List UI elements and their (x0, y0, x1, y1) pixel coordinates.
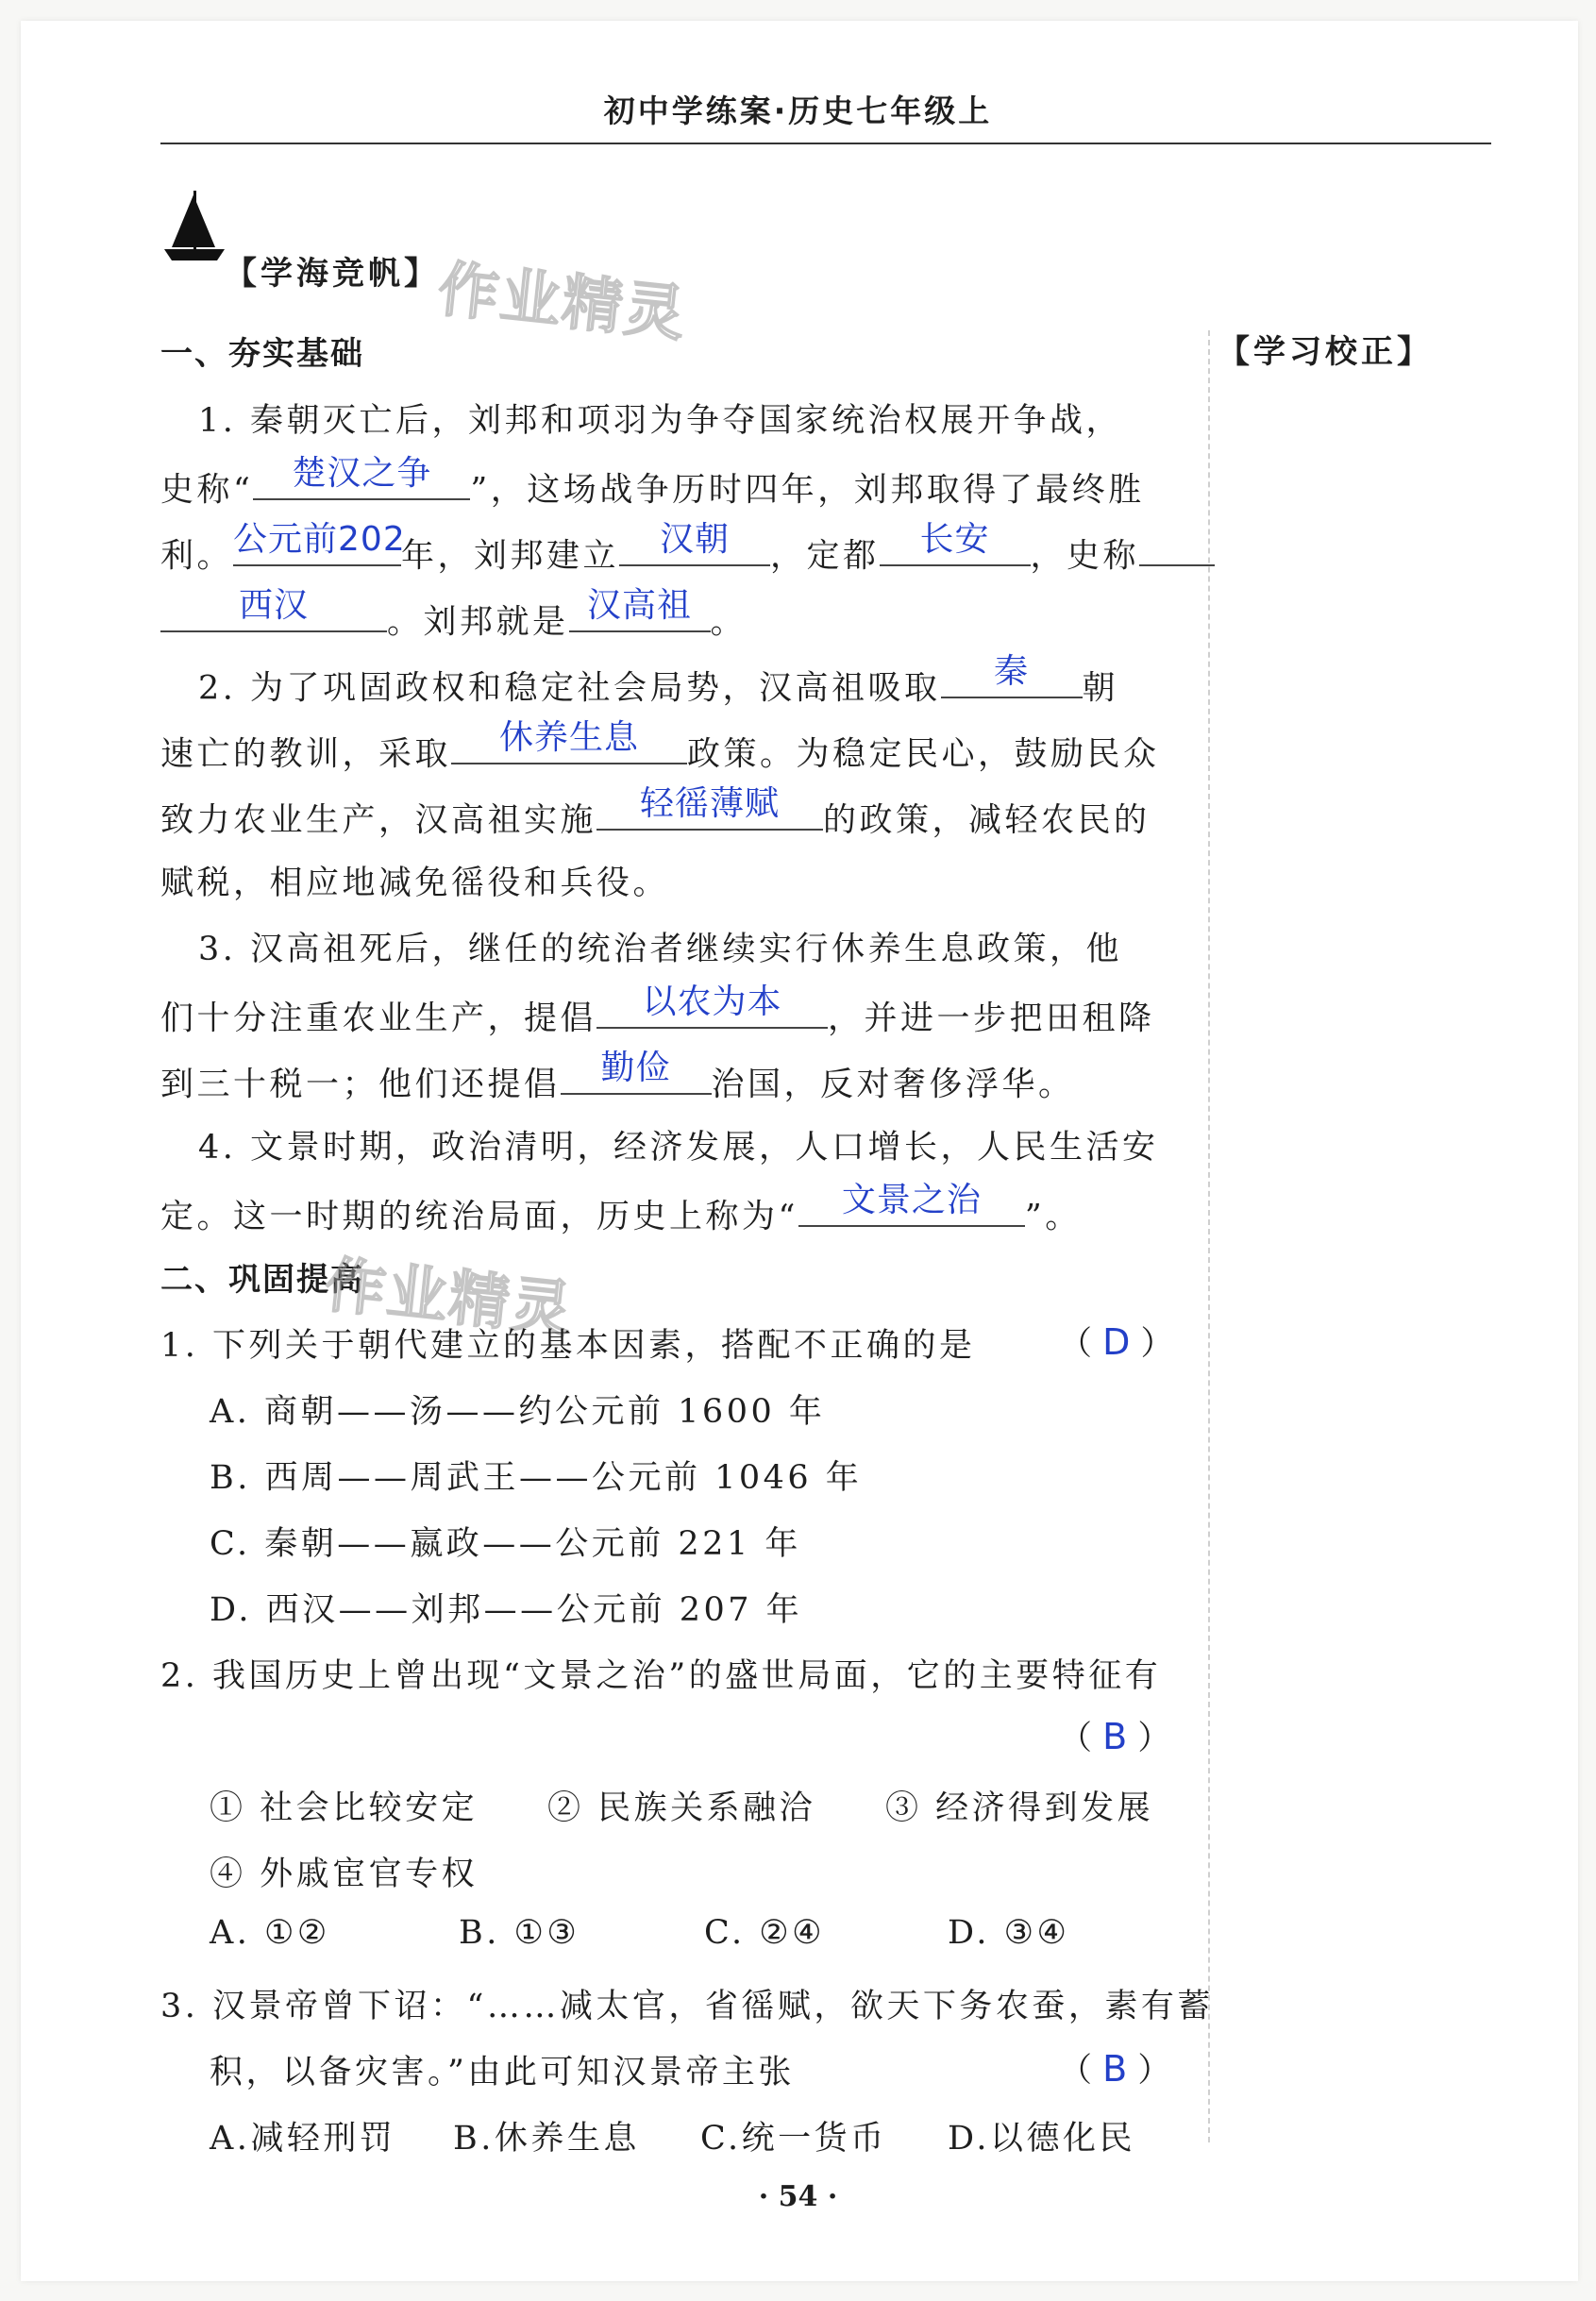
q1-line4: 西汉 。刘邦就是 汉高祖 。 (160, 593, 747, 643)
q1-line1: 1. 秦朝灭亡后，刘邦和项羽为争夺国家统治权展开争战， (198, 402, 1123, 440)
fill-blank-11 (561, 1049, 712, 1095)
fill-blank-6 (569, 586, 711, 632)
mc2-option-d: D. ③④ (948, 1914, 1070, 1952)
mc1-option-a: A. 商朝——汤——约公元前 1600 年 (210, 1393, 826, 1431)
mc2-item-2: ② 民族关系融洽 (547, 1789, 816, 1827)
mc3-answer-box: （ B ） (1059, 2048, 1171, 2090)
answer-8: 休养生息 (499, 718, 640, 758)
q2-line1: 2. 为了巩固政权和稳定社会局势，汉高祖吸取 秦 朝 (198, 659, 1118, 709)
answer-1: 楚汉之争 (292, 454, 432, 494)
q3-line2: 们十分注重农业生产，提倡 以农为本 ，并进一步把田租降 (160, 989, 1155, 1039)
mc2-stem: 2. 我国历史上曾出现“文景之治”的盛世局面，它的主要特征有 (160, 1657, 1162, 1695)
answer-12: 文景之治 (841, 1181, 982, 1220)
mc2-answer: B (1102, 1716, 1128, 1757)
answer-5: 西汉 (238, 586, 309, 626)
mc1-answer-box: （ D ） (1059, 1321, 1174, 1363)
mc1-option-d: D. 西汉——刘邦——公元前 207 年 (210, 1591, 803, 1629)
part1-heading: 一、夯实基础 (160, 335, 364, 373)
answer-9: 轻徭薄赋 (640, 784, 781, 824)
answer-6: 汉高祖 (587, 586, 693, 626)
mc2-item-4: ④ 外戚宦官专权 (210, 1856, 479, 1893)
answer-2: 公元前202 (233, 520, 406, 560)
mc3-option-a: A.减轻刑罚 (210, 2120, 396, 2158)
fill-blank-8 (451, 718, 687, 764)
fill-blank-1 (253, 454, 470, 500)
fill-blank-5 (160, 586, 387, 632)
q2-line2: 速亡的教训，采取 休养生息 政策。为稳定民心，鼓励民众 (160, 725, 1160, 775)
fill-blank-7 (941, 652, 1083, 698)
fill-blank-5a (1139, 527, 1215, 566)
mc2-option-a: A. ①② (210, 1914, 330, 1952)
mc1-answer: D (1102, 1321, 1131, 1363)
fill-blank-3 (619, 520, 770, 566)
q2-line3: 致力农业生产，汉高祖实施 轻徭薄赋 的政策，减轻农民的 (160, 791, 1151, 841)
q2-line4: 赋税，相应地减免徭役和兵役。 (160, 865, 670, 902)
mc3-answer: B (1102, 2048, 1128, 2090)
mc3-stem-line1: 3. 汉景帝曾下诏：“……减太官，省徭赋，欲天下务农蚕，素有蓄 (160, 1988, 1214, 2025)
mc2-option-b: B. ①③ (459, 1914, 580, 1952)
q3-line1: 3. 汉高祖死后，继任的统治者继续实行休养生息政策，他 (198, 931, 1123, 968)
mc1-option-c: C. 秦朝——嬴政——公元前 221 年 (210, 1525, 801, 1563)
answer-4: 长安 (919, 520, 990, 560)
mc2-answer-box: （ B ） (1059, 1716, 1171, 1757)
watermark-top: 作业精灵 (434, 254, 690, 351)
fill-blank-2 (233, 520, 406, 566)
mc3-option-d: D.以德化民 (948, 2120, 1135, 2158)
fill-blank-12 (798, 1181, 1025, 1227)
fill-blank-10 (596, 983, 828, 1029)
answer-11: 勤俭 (600, 1049, 671, 1088)
fill-blank-4 (880, 520, 1031, 566)
watermark-middle: 作业精灵 (321, 1250, 577, 1347)
page-header-title: 初中学练案·历史七年级上 (603, 92, 993, 129)
sidebar-divider (1208, 330, 1210, 2142)
fill-blank-9 (596, 784, 823, 831)
answer-10: 以农为本 (642, 983, 782, 1022)
answer-3: 汉朝 (660, 520, 731, 560)
mc2-item-1: ① 社会比较安定 (210, 1789, 479, 1827)
q1-line3: 利。 公元前202 年，刘邦建立 汉朝 ，定都 长安 ，史称 (160, 527, 1215, 577)
mc3-option-b: B.休养生息 (453, 2120, 640, 2158)
mc1-option-b: B. 西周——周武王——公元前 1046 年 (210, 1459, 863, 1497)
q4-line1: 4. 文景时期，政治清明，经济发展，人口增长，人民生活安 (198, 1129, 1159, 1167)
mc1-stem: 1. 下列关于朝代建立的基本因素，搭配不正确的是 (160, 1327, 976, 1365)
mc2-option-c: C. ②④ (704, 1914, 826, 1952)
answer-7: 秦 (994, 652, 1030, 692)
q4-line2: 定。这一时期的统治局面，历史上称为“ 文景之治 ”。 (160, 1187, 1082, 1237)
q1-line2: 史称“ 楚汉之争 ”，这场战争历时四年，刘邦取得了最终胜 (160, 461, 1145, 511)
page-number: · 54 · (758, 2180, 838, 2213)
part2-heading: 二、巩固提高 (160, 1261, 364, 1299)
mc3-option-c: C.统一货币 (700, 2120, 887, 2158)
q3-line3: 到三十税一；他们还提倡 勤俭 治国，反对奢侈浮华。 (160, 1055, 1075, 1105)
sidebar-label: 【学习校正】 (1218, 333, 1433, 371)
section-tag: 【学海竞帆】 (225, 255, 440, 293)
mc3-stem-line2: 积，以备灾害。”由此可知汉景帝主张 (210, 2054, 795, 2091)
sailboat-icon (162, 189, 227, 264)
header-divider (160, 143, 1491, 144)
mc2-item-3: ③ 经济得到发展 (885, 1789, 1154, 1827)
